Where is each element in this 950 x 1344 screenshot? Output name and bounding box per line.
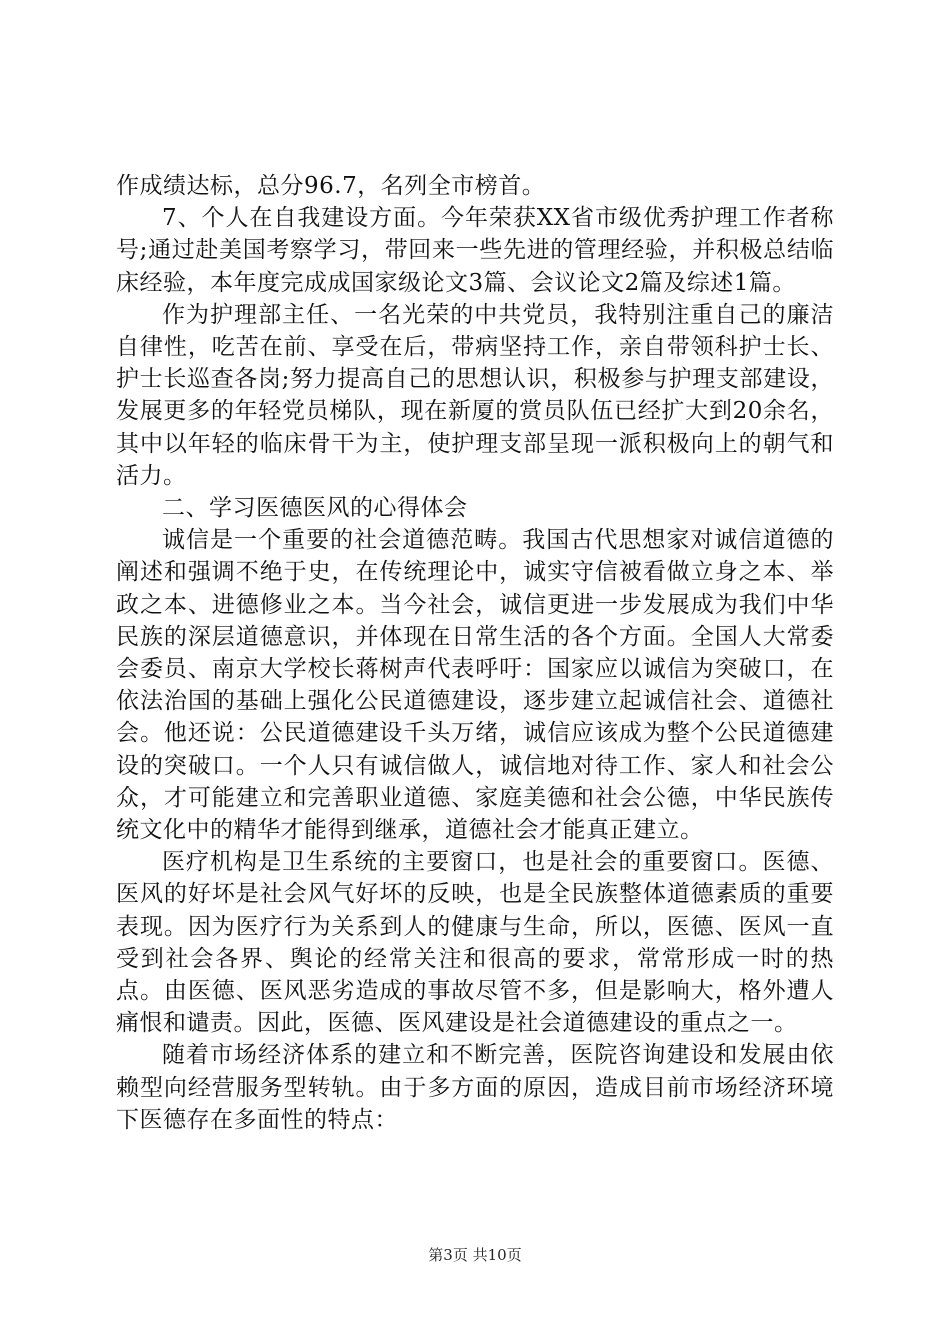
paragraph-integrity: 诚信是一个重要的社会道德范畴。我国古代思想家对诚信道德的阐述和强调不绝于史，在传统理论中，诚实守信被看做立身之本、举政之本、进德修业之本。当今社会，诚信更进一步发展成为我们中华民族的深层道德意识，并体现在日常生活的各个方面。全国人大常委会委员、南京大学校长蒋树声代表呼吁：国家应以诚信为突破口，在依法治国的基础上强化公民道德建设，逐步建立起诚信社会、道德社会。他还说：公民道德建设千头万绪，诚信应该成为整个公民道德建设的突破口。一个人只有诚信做人，诚信地对待工作、家人和社会公众，才可能建立和完善职业道德、家庭美德和社会公德，中华民族传统文化中的精华才能得到继承，道德社会才能真正建立。 [116,527,834,844]
paragraph-market-economy: 随着市场经济体系的建立和不断完善，医院咨询建设和发展由依赖型向经营服务型转轨。由于多方面的原因，造成目前市场经济环境下医德存在多面性的特点： [116,1042,834,1133]
paragraph-party-member: 作为护理部主任、一名光荣的中共党员，我特别注重自己的廉洁自律性，吃苦在前、享受在后，带病坚持工作，亲自带领科护士长、护士长巡查各岗;努力提高自己的思想认识，积极参与护理支部建设，发展更多的年轻党员梯队，现在新厦的赏员队伍已经扩大到20余名，其中以年轻的临床骨干为主，使护理支部呈现一派积极向上的朝气和活力。 [116,301,834,489]
section-heading: 二、学习医德医风的心得体会 [162,495,468,522]
paragraph-medical-institutions: 医疗机构是卫生系统的主要窗口，也是社会的重要窗口。医德、医风的好坏是社会风气好坏的反映，也是全民族整体道德素质的重要表现。因为医疗行为关系到人的健康与生命，所以，医德、医风一直受到社会各界、舆论的经常关注和很高的要求，常常形成一时的热点。由医德、医风恶劣造成的事故尽管不多，但是影响大，格外遭人痛恨和谴责。因此，医德、医风建设是社会道德建设的重点之一。 [116,849,834,1037]
page-number-footer: 第3页 共10页 [428,1246,522,1264]
paragraph-continuation: 作成绩达标，总分96.7，名列全市榜首。 [116,173,546,199]
paragraph-self-development: 7、个人在自我建设方面。今年荣获XX省市级优秀护理工作者称号;通过赴美国考察学习，带回来一些先进的管理经验，并积极总结临床经验，本年度完成成国家级论文3篇、会议论文2篇及综述1篇。 [116,205,834,296]
document-body [116,170,834,1136]
